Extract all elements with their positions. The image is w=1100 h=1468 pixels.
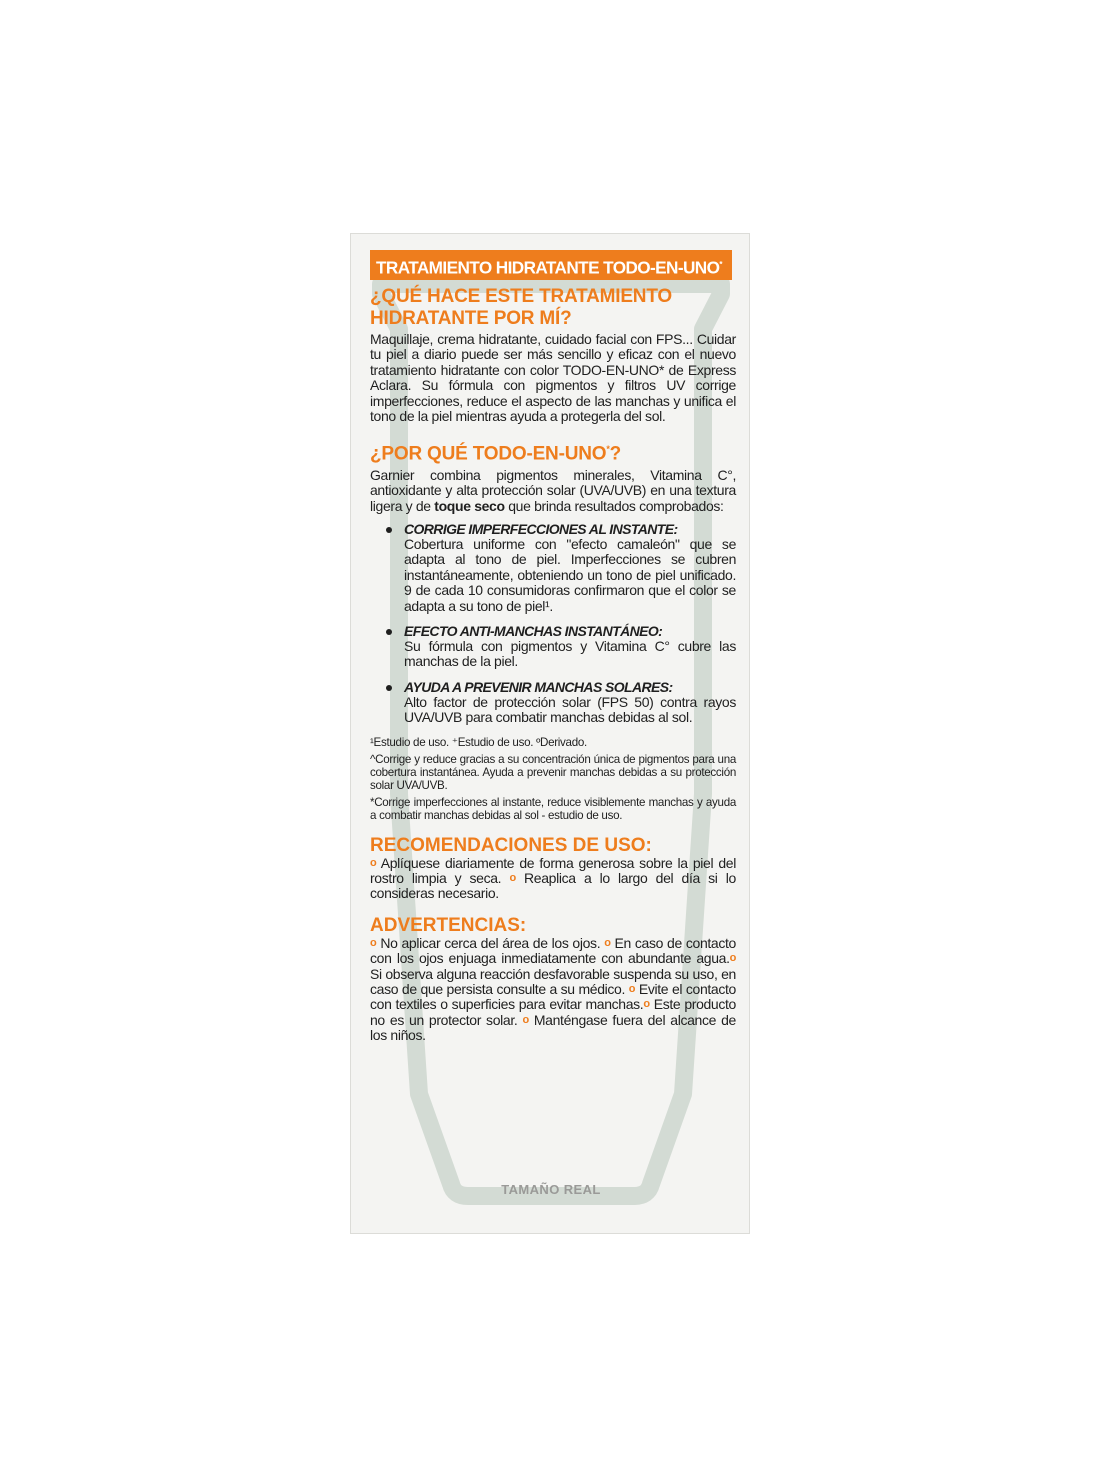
banner-title: TRATAMIENTO HIDRATANTE TODO-EN-UNO bbox=[376, 257, 720, 278]
bullet-dot-icon bbox=[386, 685, 392, 691]
product-insert-panel bbox=[350, 233, 750, 1234]
section-body-why bbox=[370, 468, 736, 514]
why-body-part1: Garnier combina pigmentos minerales, Vitamina C°, antioxidante y alta protección solar (UVA/UVB) en una textura ligera y de bbox=[370, 466, 736, 514]
benefit-title: EFECTO ANTI-MANCHAS INSTANTÁNEO: bbox=[404, 623, 663, 640]
section-heading-why bbox=[370, 438, 736, 465]
circle-bullet-icon: o bbox=[370, 856, 377, 869]
section-body-what: Maquillaje, crema hidratante, cuidado facial con FPS... Cuidar tu piel a diario puede ser más sencillo y eficaz con el nuevo tratamiento hidratante con color TODO-EN-UNO* de Express Aclara. Su fórmula con pigmentos y filtros UV corrige imperfecciones, reduce el aspecto de las manchas y unifica el tono de la piel mientras ayuda a protegerla del sol. bbox=[370, 331, 736, 425]
benefit-body: Cobertura uniforme con "efecto camaleón" que se adapta al tono de piel. Imperfecciones se cubren instantáneamente, obteniendo un tono de piel unificado. 9 de cada 10 consumidoras confirmaron que el color se adapta a su tono de piel¹. bbox=[404, 535, 736, 614]
warnings-body bbox=[370, 936, 736, 1044]
warning-item: No aplicar cerca del área de los ojos. bbox=[380, 934, 601, 951]
warnings-heading: ADVERTENCIAS: bbox=[370, 914, 527, 936]
benefit-body: Alto factor de protección solar (FPS 50) contra rayos UVA/UVB para combatir manchas debidas al sol. bbox=[404, 693, 736, 726]
usage-body bbox=[370, 856, 736, 902]
footnote: *Corrige imperfecciones al instante, reduce visiblemente manchas y ayuda a combatir manchas debidas al sol - estudio de uso. bbox=[370, 795, 736, 822]
insert-content bbox=[370, 250, 736, 1044]
benefits-list bbox=[370, 522, 736, 726]
circle-bullet-icon: o bbox=[643, 998, 650, 1011]
actual-size-label: TAMAÑO REAL bbox=[501, 1182, 601, 1197]
bullet-dot-icon bbox=[386, 629, 392, 635]
banner-mark: * bbox=[719, 260, 722, 269]
benefit-item bbox=[386, 624, 736, 670]
usage-item: Reaplica a lo largo del día si lo consideras necesario. bbox=[370, 870, 736, 902]
bullet-dot-icon bbox=[386, 527, 392, 533]
circle-bullet-icon: o bbox=[370, 936, 377, 949]
warning-item: Este producto no es un protector solar. bbox=[370, 996, 736, 1028]
benefit-title: CORRIGE IMPERFECCIONES AL INSTANTE: bbox=[404, 520, 678, 537]
heading-why-mark: * bbox=[606, 444, 610, 455]
benefit-body: Su fórmula con pigmentos y Vitamina C° cubre las manchas de la piel. bbox=[404, 638, 736, 670]
why-body-part2: que brinda resultados comprobados: bbox=[504, 497, 724, 514]
circle-bullet-icon: o bbox=[628, 983, 636, 996]
benefit-item bbox=[386, 522, 736, 614]
circle-bullet-icon: o bbox=[604, 936, 611, 949]
benefit-title: AYUDA A PREVENIR MANCHAS SOLARES: bbox=[404, 678, 673, 695]
circle-bullet-icon: o bbox=[729, 952, 736, 965]
usage-item: Aplíquese diariamente de forma generosa sobre la piel del rostro limpia y seca. bbox=[370, 854, 736, 887]
title-banner bbox=[370, 250, 732, 280]
warning-item: Si observa alguna reacción desfavorable suspenda su uso, en caso de que persista consulte a su médico. bbox=[370, 965, 736, 998]
circle-bullet-icon: o bbox=[509, 872, 516, 885]
warning-item: En caso de contacto con los ojos enjuaga inmediatamente con abundante agua. bbox=[370, 934, 736, 967]
benefit-item bbox=[386, 680, 736, 726]
footnote: ¹Estudio de uso. ⁺Estudio de uso. ºDerivado. bbox=[370, 735, 587, 749]
section-heading-what: ¿QUÉ HACE ESTE TRATAMIENTO HIDRATANTE POR MÍ? bbox=[370, 286, 672, 329]
heading-why-text: ¿POR QUÉ TODO-EN-UNO bbox=[370, 443, 607, 465]
heading-why-end: ? bbox=[609, 443, 622, 465]
circle-bullet-icon: o bbox=[522, 1013, 529, 1026]
warning-item: Manténgase fuera del alcance de los niños. bbox=[370, 1011, 736, 1044]
warning-item: Evite el contacto con textiles o superficies para evitar manchas. bbox=[370, 981, 736, 1013]
why-body-bold: toque seco bbox=[434, 497, 505, 514]
footnote: ^Corrige y reduce gracias a su concentración única de pigmentos para una cobertura instantánea. Ayuda a prevenir manchas debidas a su protección solar UVA/UVB. bbox=[370, 752, 736, 792]
usage-heading: RECOMENDACIONES DE USO: bbox=[370, 834, 652, 856]
